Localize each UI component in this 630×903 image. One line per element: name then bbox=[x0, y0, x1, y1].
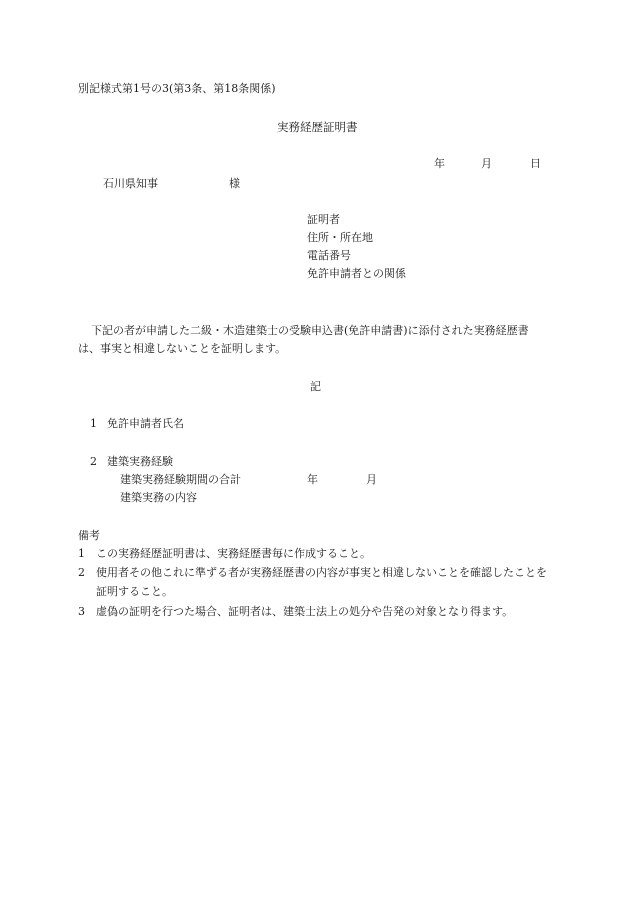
date-day-label: 日 bbox=[530, 157, 541, 170]
note-1-text: この実務経歴証明書は、実務経歴書毎に作成すること。 bbox=[96, 547, 371, 560]
note-3-text: 虚偽の証明を行つた場合、証明者は、建築士法上の処分や告発の対象となり得ます。 bbox=[96, 605, 514, 618]
certifier-label: 証明者 bbox=[307, 213, 340, 226]
form-reference: 別記様式第1号の3(第3条、第18条関係) bbox=[78, 82, 276, 95]
ki-heading: 記 bbox=[310, 380, 321, 393]
addressee-honorific: 様 bbox=[229, 177, 240, 190]
addressee-name: 石川県知事 bbox=[103, 177, 158, 190]
experience-total-label: 建築実務経験期間の合計 bbox=[120, 473, 241, 486]
item-2-label: 建築実務経験 bbox=[107, 455, 173, 468]
note-3-number: 3 bbox=[78, 605, 85, 618]
document-title: 実務経歴証明書 bbox=[277, 120, 358, 134]
item-2-number: 2 bbox=[90, 455, 97, 468]
certification-statement: 下記の者が申請した二級・木造建築士の受験申込書(免許申請書)に添付された実務経歴書は、事実と相違しないことを証明します。 bbox=[78, 324, 529, 355]
experience-year-label: 年 bbox=[307, 473, 318, 486]
certifier-relation-label: 免許申請者との関係 bbox=[307, 267, 406, 280]
item-1-number: 1 bbox=[90, 417, 97, 430]
certifier-phone-label: 電話番号 bbox=[307, 249, 351, 262]
date-month-label: 月 bbox=[481, 157, 492, 170]
note-2-text-body: 使用者その他これに準ずる者が実務経歴書の内容が事実と相違しないことを確認したことを証明すること。 bbox=[96, 566, 547, 598]
note-1-number: 1 bbox=[78, 547, 85, 560]
notes-heading: 備考 bbox=[78, 529, 100, 542]
experience-month-label: 月 bbox=[366, 473, 377, 486]
date-year-label: 年 bbox=[434, 157, 445, 170]
note-2-number: 2 bbox=[78, 566, 85, 579]
note-2-text bbox=[83, 563, 547, 601]
experience-content-label: 建築実務の内容 bbox=[120, 491, 197, 504]
item-1-label: 免許申請者氏名 bbox=[107, 417, 184, 430]
certifier-address-label: 住所・所在地 bbox=[307, 231, 373, 244]
